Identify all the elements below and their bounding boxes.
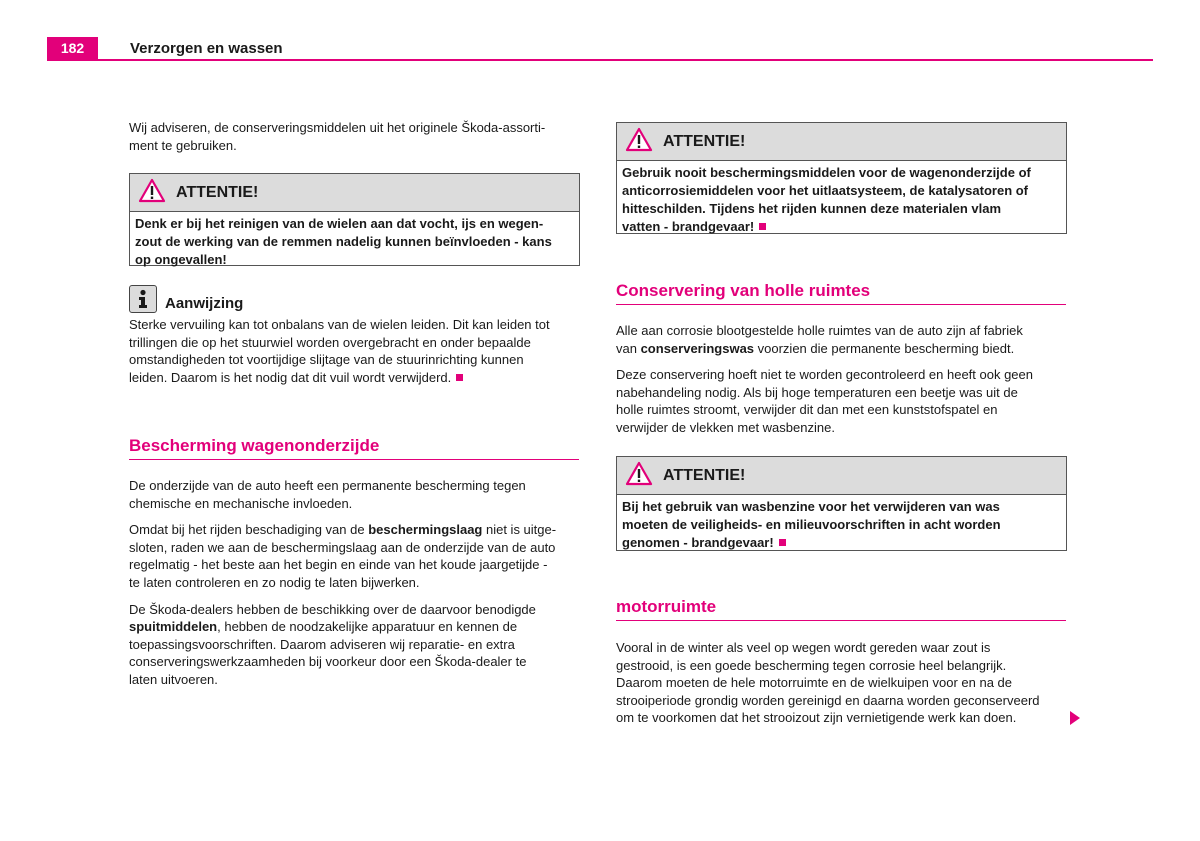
warning-text (617, 161, 1066, 239)
section-heading-underbody: Bescherming wagenonderzijde (129, 436, 579, 460)
note-line-text: leiden. Daarom is het nodig dat dit vuil wordt verwijderd. (129, 369, 452, 385)
section-heading-engine-bay: motorruimte (616, 597, 1066, 621)
note-header (129, 285, 589, 313)
warning-header (617, 457, 1066, 495)
para-line: De onderzijde van de auto heeft een permanente bescherming tegen (129, 478, 526, 493)
warning-triangle-icon (625, 127, 653, 157)
warning-triangle-icon (625, 461, 653, 491)
warning-line: moeten de veiligheids- en milieuvoorschriften in acht worden (622, 517, 1001, 532)
warning-line: Denk er bij het reinigen van de wielen aan dat vocht, ijs en wegen- (135, 216, 544, 231)
para-line (129, 521, 589, 539)
para-line (129, 618, 589, 636)
warning-box-wasbenzine (616, 456, 1067, 551)
para-line: regelmatig - het beste aan het begin en einde van het koude jaargetijde - (129, 557, 548, 573)
warning-title: ATTENTIE! (176, 183, 259, 201)
warning-line-text: genomen - brandgevaar! (622, 535, 774, 550)
para-line: gestrooid, is een goede bescherming tegen corrosie heel belangrijk. (616, 657, 1007, 673)
warning-text (130, 212, 579, 272)
para-line: Alle aan corrosie blootgestelde holle ruimtes van de auto zijn af fabriek (616, 323, 1023, 338)
section-engine-bay-body (616, 639, 1086, 727)
warning-line-text: vatten - brandgevaar! (622, 219, 755, 234)
end-square-icon (759, 223, 766, 230)
warning-line: op ongevallen! (135, 252, 227, 267)
bold-term: spuitmiddelen (129, 619, 218, 635)
warning-line: anticorrosiemiddelen voor het uitlaatsysteem, de katalysatoren of (622, 183, 1029, 198)
note-block (129, 285, 589, 386)
note-i-icon (129, 285, 157, 313)
para-line: laten uitvoeren. (129, 671, 218, 687)
note-text (129, 316, 589, 386)
continue-arrow-icon (1070, 711, 1080, 725)
note-line: Sterke vervuiling kan tot onbalans van de wielen leiden. Dit kan leiden tot (129, 317, 550, 332)
text-run: niet is uitge- (482, 522, 557, 538)
para-line: nabehandeling nodig. Als bij hoge temperaturen een beetje was uit de (616, 384, 1018, 400)
para-line: Vooral in de winter als veel op wegen wordt gereden waar zout is (616, 640, 991, 655)
end-square-icon (779, 539, 786, 546)
warning-triangle-icon (138, 178, 166, 208)
intro-line: ment te gebruiken. (129, 137, 237, 153)
para-line: Deze conservering hoeft niet te worden gecontroleerd en heeft ook geen (616, 367, 1033, 383)
intro-paragraph (129, 119, 579, 154)
section-heading-cavities: Conservering van holle ruimtes (616, 281, 1066, 305)
warning-header (130, 174, 579, 212)
para-line: chemische en mechanische invloeden. (129, 495, 353, 511)
para-line: Daarom moeten de hele motorruimte en de wielkuipen voor en na de (616, 675, 1013, 691)
warning-title: ATTENTIE! (663, 132, 746, 150)
page-number: 182 (47, 37, 98, 60)
warning-box-wheels (129, 173, 580, 266)
bold-term: conserveringswas (640, 340, 755, 356)
para-line (616, 340, 1076, 358)
chapter-title: Verzorgen en wassen (130, 40, 283, 57)
text-run: voorzien die permanente bescherming biedt. (754, 340, 1015, 356)
bold-term: beschermingslaag (368, 522, 483, 538)
warning-line: Bij het gebruik van wasbenzine voor het verwijderen van was (622, 499, 1000, 514)
section-cavities-body (616, 322, 1076, 437)
warning-text (617, 495, 1066, 555)
para-line: te laten controleren en zo nodig te laten bijwerken. (129, 574, 420, 590)
header-rule (47, 59, 1153, 61)
warning-line (622, 218, 1061, 236)
para-line: strooiperiode grondig worden gereinigd en daarna worden geconserveerd (616, 692, 1040, 708)
warning-line: Gebruik nooit beschermingsmiddelen voor de wagenonderzijde of (622, 165, 1031, 180)
warning-line: hitteschilden. Tijdens het rijden kunnen deze materialen vlam (622, 201, 1002, 216)
warning-box-underbody-products (616, 122, 1067, 234)
para-line: toepassingsvoorschriften. Daarom adviseren wij reparatie- en extra (129, 636, 515, 652)
text-run: van (616, 340, 641, 356)
para-line: holle ruimtes stroomt, verwijder dit dan met een kunststofspatel en (616, 402, 998, 418)
intro-line: Wij adviseren, de conserveringsmiddelen uit het originele Škoda-assorti- (129, 120, 546, 135)
para-line: verwijder de vlekken met wasbenzine. (616, 419, 835, 435)
warning-line (622, 534, 1061, 552)
warning-title: ATTENTIE! (663, 466, 746, 484)
end-square-icon (456, 374, 463, 381)
section-underbody-body (129, 477, 589, 689)
warning-header (617, 123, 1066, 161)
note-line: trillingen die op het stuurwiel worden overgebracht en onder bepaalde (129, 334, 531, 350)
para-line: conserveringswerkzaamheden bij voorkeur door een Škoda-dealer te (129, 654, 527, 670)
note-line: omstandigheden tot voortijdige slijtage van de stuurinrichting kunnen (129, 352, 524, 368)
note-title: Aanwijzing (165, 295, 244, 312)
note-line (129, 369, 589, 387)
para-line: De Škoda-dealers hebben de beschikking over de daarvoor benodigde (129, 601, 536, 617)
para-line: om te voorkomen dat het strooizout zijn vernietigende werk kan doen. (616, 710, 1017, 726)
text-run: Omdat bij het rijden beschadiging van de (129, 522, 369, 538)
para-line: sloten, raden we aan de beschermingslaag aan de onderzijde van de auto (129, 539, 556, 555)
text-run: , hebben de noodzakelijke apparatuur en kennen de (217, 619, 518, 635)
warning-line: zout de werking van de remmen nadelig kunnen beïnvloeden - kans (135, 234, 552, 249)
